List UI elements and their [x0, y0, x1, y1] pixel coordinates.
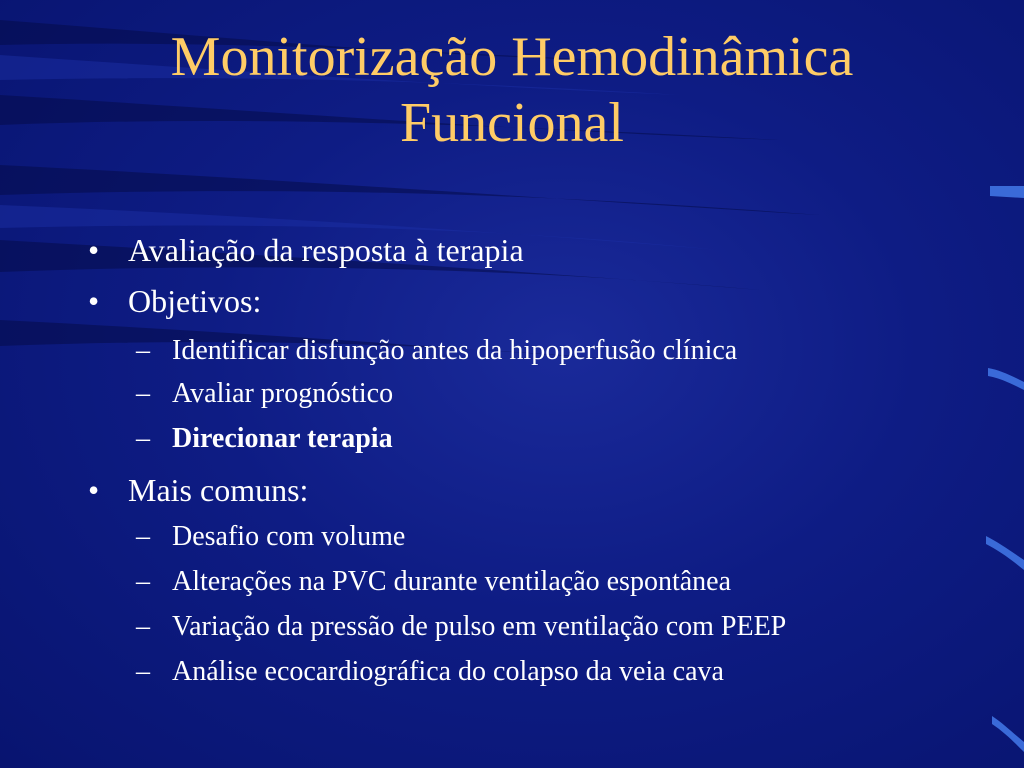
- sub-bullet-item: [136, 335, 738, 367]
- bullet-text: Avaliação da resposta à terapia: [128, 232, 524, 268]
- dash-marker: –: [136, 521, 150, 552]
- sub-bullet-text: Identificar disfunção antes da hipoperfusão clínica: [172, 335, 738, 366]
- sub-bullet-item: [136, 521, 406, 553]
- dash-marker: –: [136, 423, 150, 454]
- bullet-marker: •: [88, 472, 100, 508]
- bullet-text: Objetivos:: [128, 283, 262, 319]
- slide-title-line-2: Funcional: [400, 92, 624, 154]
- sub-bullet-text: Avaliar prognóstico: [172, 378, 394, 409]
- bullet-marker: •: [88, 232, 100, 268]
- dash-marker: –: [136, 566, 150, 597]
- dash-marker: –: [136, 335, 150, 366]
- dash-marker: –: [136, 656, 150, 687]
- sub-bullet-item: [136, 656, 724, 688]
- sub-bullet-text-bold: Direcionar terapia: [172, 423, 393, 454]
- sub-bullet-item: [136, 378, 394, 410]
- bullet-item: [88, 232, 524, 268]
- bullet-item: [88, 472, 309, 508]
- sub-bullet-item: [136, 611, 787, 643]
- slide-title-line-1: Monitorização Hemodinâmica: [170, 26, 854, 88]
- dash-marker: –: [136, 378, 150, 409]
- sub-bullet-text: Variação da pressão de pulso em ventilação com PEEP: [172, 611, 787, 642]
- sub-bullet-item: [136, 423, 393, 455]
- sub-bullet-item: [136, 566, 732, 598]
- sub-bullet-text: Análise ecocardiográfica do colapso da veia cava: [172, 656, 724, 687]
- bullet-text: Mais comuns:: [128, 472, 309, 508]
- bullet-item: [88, 283, 262, 319]
- dash-marker: –: [136, 611, 150, 642]
- sub-bullet-text: Alterações na PVC durante ventilação espontânea: [172, 566, 732, 597]
- sub-bullet-text: Desafio com volume: [172, 521, 406, 552]
- bullet-marker: •: [88, 283, 100, 319]
